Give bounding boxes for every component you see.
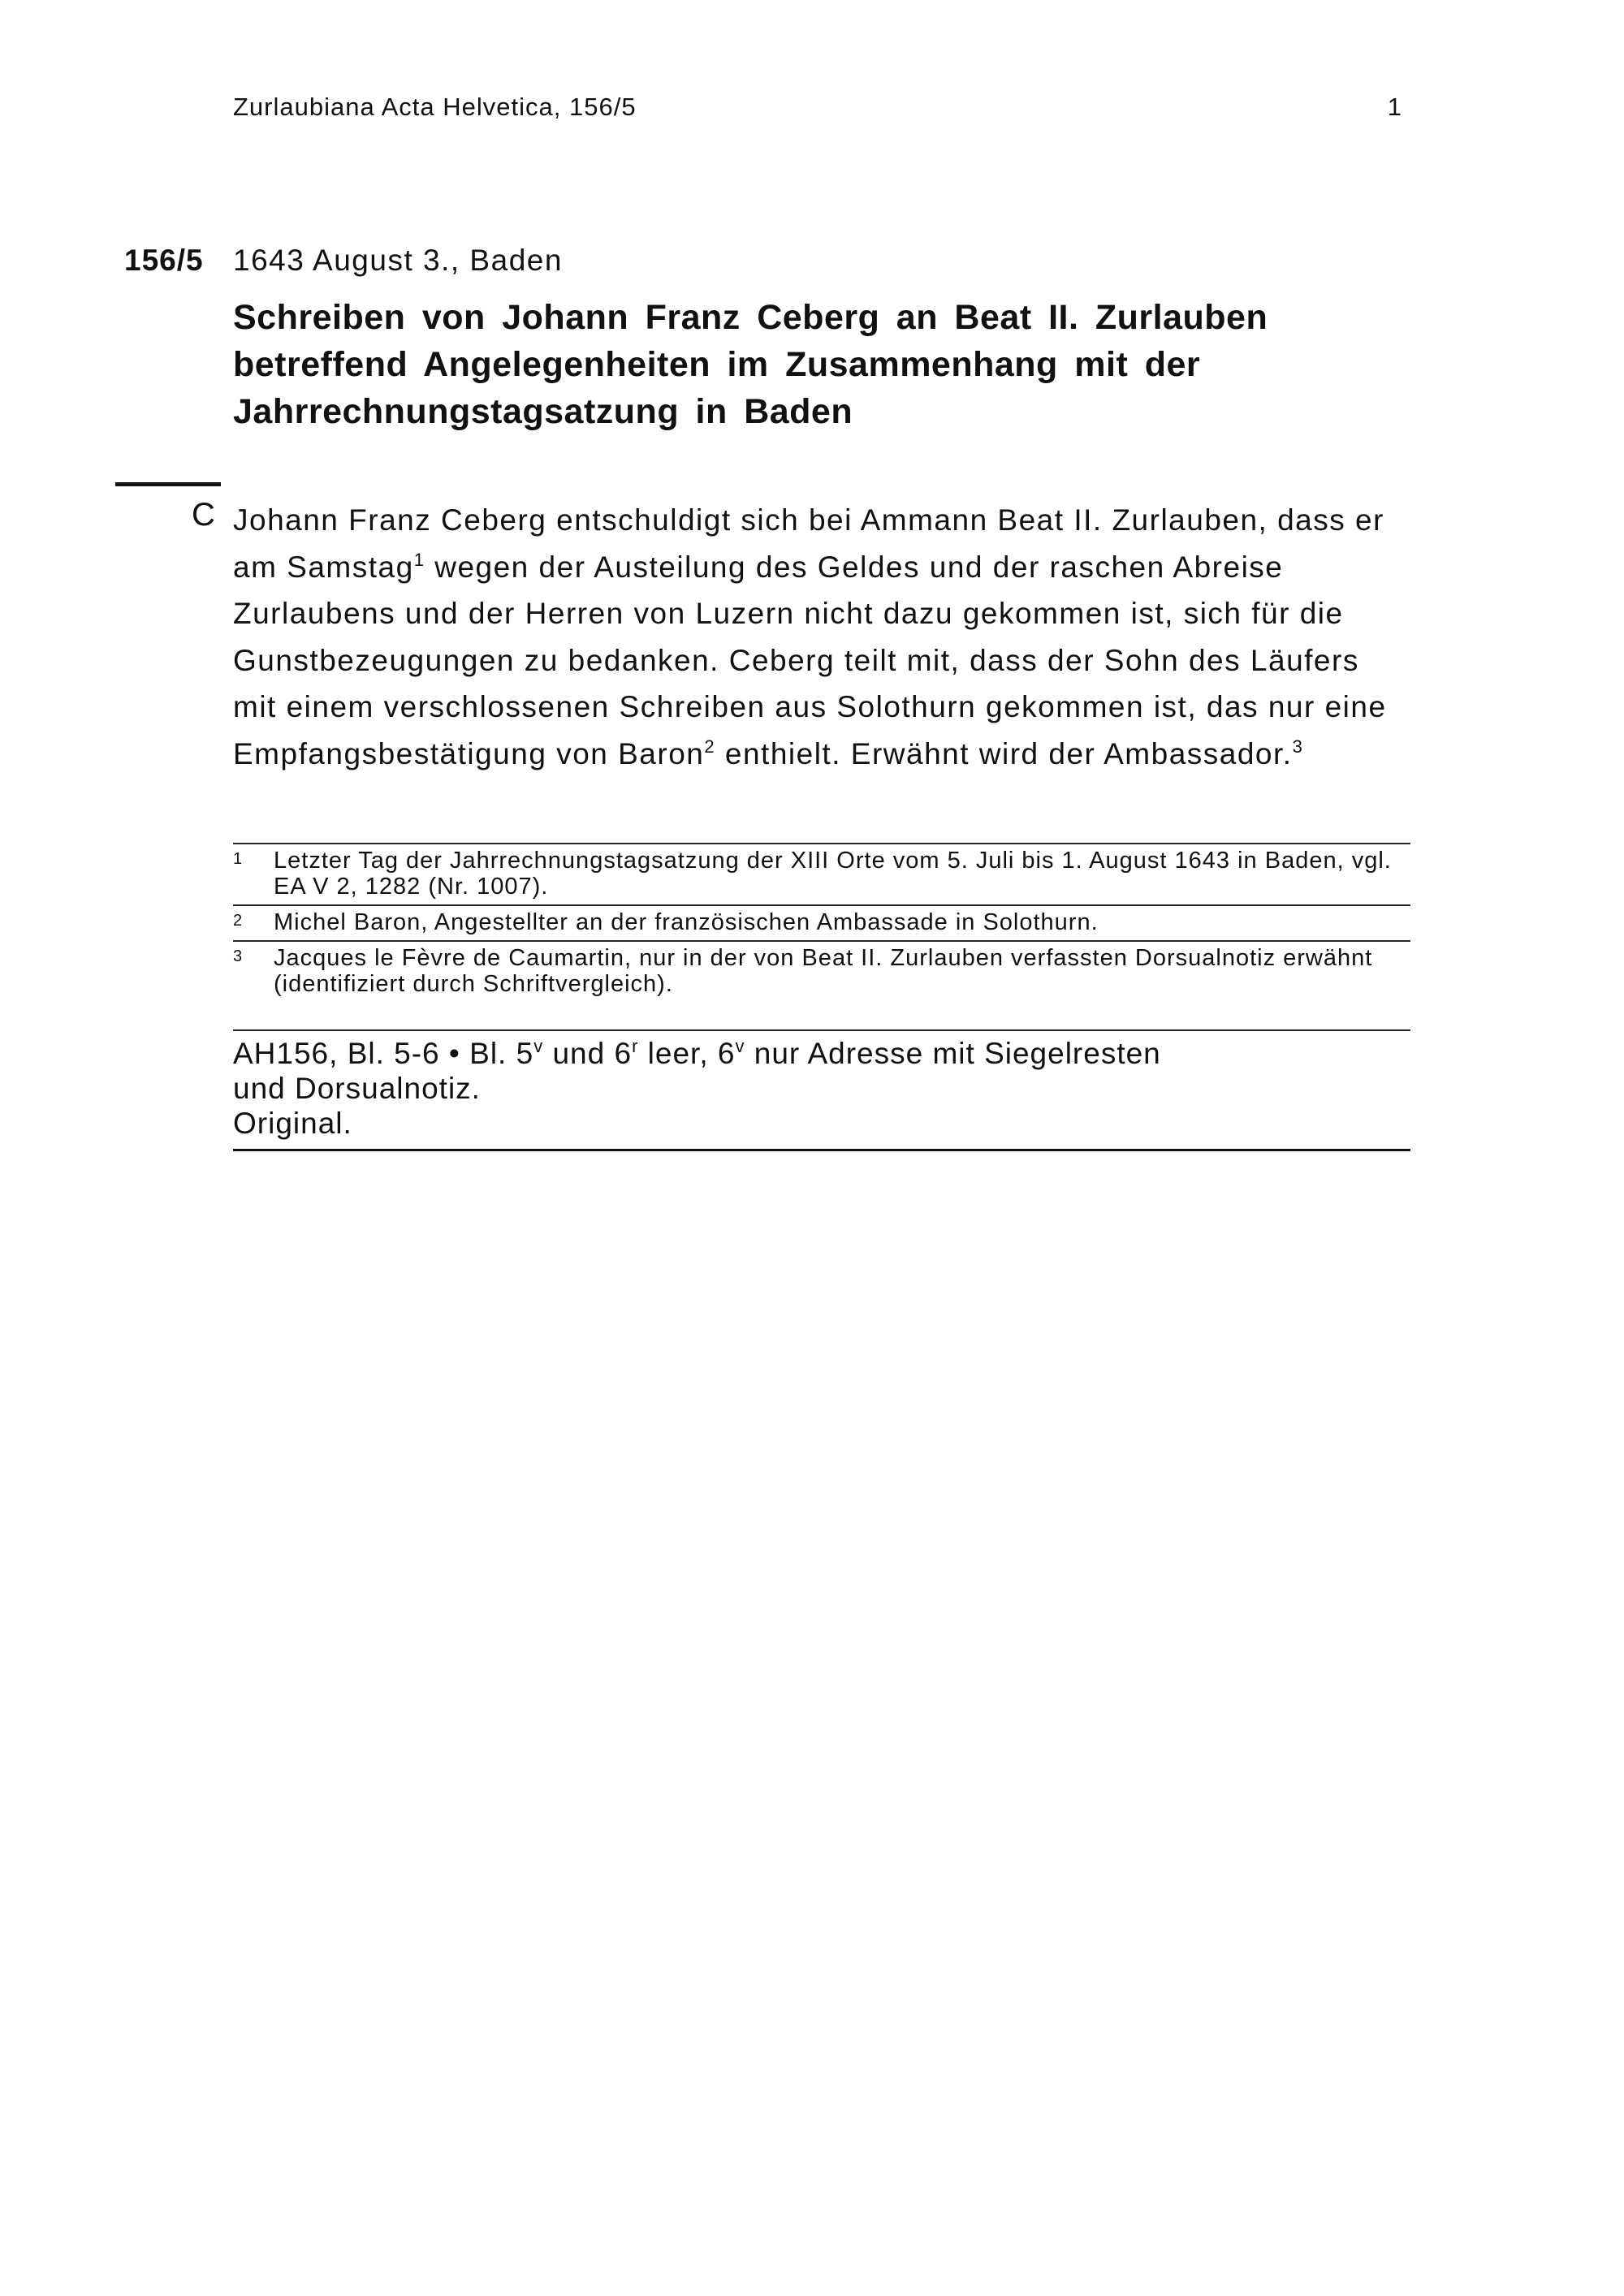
page-number: 1 [1387,93,1402,121]
source-line: Original. [233,1107,352,1140]
summary-segment: Johann Franz Ceberg entschuldigt sich bei Ammann Beat II. Zurlauben, dass er am Samstag [233,503,1384,584]
footnote-mark: 2 [233,912,244,930]
footnote-ref[interactable]: 3 [1292,736,1304,757]
summary-marker: C [192,497,215,533]
entry-date: 1643 August 3., Baden [233,244,563,277]
footnote-mark: 3 [233,947,244,965]
running-header: Zurlaubiana Acta Helvetica, 156/5 [233,93,637,121]
summary-rule [115,482,221,486]
footnote-ref[interactable]: 2 [704,736,716,757]
source-line [233,1036,1410,1071]
footnote-text: Jacques le Fèvre de Caumartin, nur in der von Beat II. Zurlauben verfassten Dorsualnotiz erwähnt (identifiziert durch Schriftvergleich). [274,945,1373,997]
footnote-text: Michel Baron, Angestellter an der französischen Ambassade in Solothurn. [274,909,1099,935]
summary-segment: enthielt. Erwähnt wird der Ambassador. [715,736,1293,770]
footnotes [233,843,1410,1002]
source-segment: und 6 [543,1037,633,1070]
summary-text [233,497,1410,777]
source-segment: leer, 6 [638,1037,736,1070]
verso-mark: v [735,1036,745,1056]
source-segment: nur Adresse mit Siegelresten [745,1037,1161,1070]
footnote-mark: 1 [233,850,244,868]
recto-mark: r [632,1036,639,1056]
source-line: und Dorsualnotiz. [233,1072,481,1105]
footnote [233,904,1410,940]
summary-segment: wegen der Austeilung des Geldes und der raschen Abreise Zurlaubens und der Herren von Luzern nicht dazu gekommen ist, sich für die Gunstbezeugungen zu bedanken. Ceberg teilt mit, dass der Sohn des Läufers mit einem verschlossenen Schreiben aus Solothurn gekommen ist, das nur eine Empfangsbestätigung von Baron [233,550,1387,770]
entry-number: 156/5 [124,244,204,277]
footnote-text: Letzter Tag der Jahrrechnungstagsatzung der XIII Orte vom 5. Juli bis 1. August 1643 in Baden, vgl. EA V 2, 1282 (Nr. 1007). [274,848,1392,900]
footnote-ref[interactable]: 1 [413,549,425,570]
entry-title: Schreiben von Johann Franz Ceberg an Beat II. Zurlauben betreffend Angelegenheiten im Zusammenhang mit der Jahrrechnungstagsatzung in Baden [233,298,1268,431]
source-segment: AH156, Bl. 5-6 • Bl. 5 [233,1037,534,1070]
verso-mark: v [533,1036,544,1056]
footnote [233,843,1410,904]
source-block [233,1029,1410,1151]
footnote [233,940,1410,1002]
